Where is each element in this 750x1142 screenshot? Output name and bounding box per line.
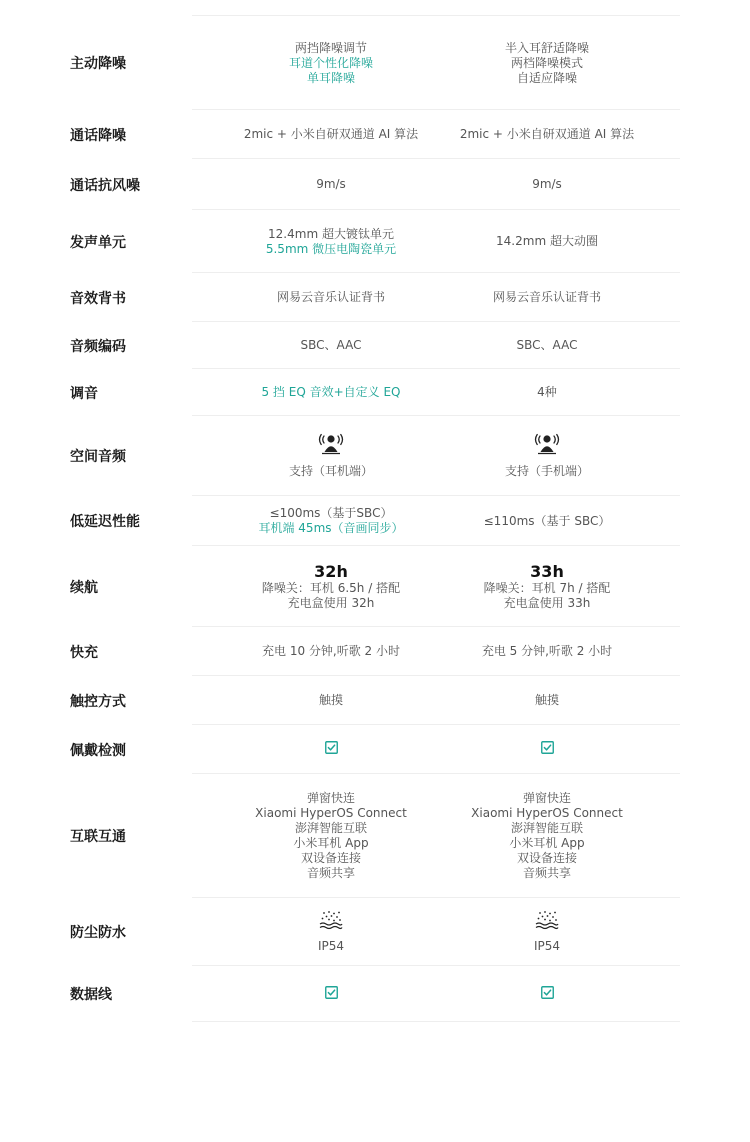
cell-text: 4种 <box>537 385 557 399</box>
table-row <box>0 416 750 496</box>
cell-text: 音频共享 <box>522 866 571 880</box>
row-divider <box>192 1021 680 1022</box>
row-label: 通话降噪 <box>70 127 126 144</box>
cell-text: 5 挡 EQ 音效+自定义 EQ <box>261 385 401 399</box>
cell-text: 5.5mm 微压电陶瓷单元 <box>265 241 397 256</box>
row-label: 续航 <box>70 579 98 596</box>
product-1-cell <box>211 369 451 416</box>
table-row <box>0 676 750 725</box>
row-label: 低延迟性能 <box>70 514 140 530</box>
table-row <box>0 546 750 627</box>
cell-text: 两档降噪模式 <box>510 55 583 70</box>
product-2-cell <box>427 725 667 774</box>
cell-text: 充电盒使用 32h <box>287 596 375 610</box>
cell-text: 澎湃智能互联 <box>510 821 583 835</box>
table-row <box>0 159 750 210</box>
cell-text: 小米耳机 App <box>509 836 585 850</box>
product-1-cell <box>211 966 451 1022</box>
checkmark-icon <box>541 986 554 1003</box>
product-1-cell <box>211 725 451 774</box>
table-row <box>0 369 750 416</box>
product-1-cell <box>211 496 451 546</box>
cell-text: 支持（耳机端） <box>288 464 373 478</box>
cell-text: 单耳降噪 <box>306 70 355 85</box>
product-2-cell <box>427 322 667 369</box>
product-2-cell <box>427 159 667 210</box>
table-row <box>0 774 750 898</box>
table-row <box>0 273 750 322</box>
cell-text: 2mic + 小米自研双通道 AI 算法 <box>243 127 419 141</box>
product-1-cell <box>211 210 451 273</box>
row-label: 互联互通 <box>70 829 126 845</box>
product-2-cell <box>427 966 667 1022</box>
cell-text: 双设备连接 <box>300 851 361 865</box>
product-1-cell <box>211 627 451 676</box>
cell-text: 音频共享 <box>306 866 355 880</box>
battery-hours: 32h <box>314 562 348 581</box>
row-label: 数据线 <box>70 987 112 1003</box>
cell-text: 触摸 <box>534 693 559 707</box>
product-1-cell <box>211 110 451 159</box>
row-label: 音效背书 <box>70 290 126 307</box>
cell-text: 两挡降噪调节 <box>294 40 367 55</box>
product-1-cell <box>211 159 451 210</box>
cell-text: Xiaomi HyperOS Connect <box>471 806 623 820</box>
table-row <box>0 322 750 369</box>
product-2-cell <box>427 416 667 496</box>
product-2-cell <box>427 774 667 898</box>
table-row <box>0 110 750 159</box>
product-2-cell <box>427 676 667 725</box>
cell-text: Xiaomi HyperOS Connect <box>255 806 407 820</box>
cell-text: 降噪关：耳机 7h / 搭配 <box>483 581 611 595</box>
table-row <box>0 966 750 1022</box>
product-2-cell <box>427 273 667 322</box>
cell-text: 充电 5 分钟,听歌 2 小时 <box>481 644 613 658</box>
row-label: 空间音频 <box>70 449 126 465</box>
row-label: 发声单元 <box>70 234 126 251</box>
cell-text: 澎湃智能互联 <box>294 821 367 835</box>
cell-text: 网易云音乐认证背书 <box>276 290 385 304</box>
dust-water-icon <box>318 910 344 934</box>
row-label: 快充 <box>70 644 98 661</box>
product-2-cell <box>427 898 667 966</box>
cell-text: 充电盒使用 33h <box>503 596 591 610</box>
cell-text: 充电 10 分钟,听歌 2 小时 <box>262 644 400 658</box>
dust-water-icon <box>534 910 560 934</box>
product-2-cell <box>427 110 667 159</box>
product-2-cell <box>427 627 667 676</box>
cell-text: 半入耳舒适降噪 <box>504 40 589 55</box>
checkmark-icon <box>325 986 338 1003</box>
row-label: 主动降噪 <box>70 56 126 72</box>
table-row <box>0 627 750 676</box>
cell-text: 耳道个性化降噪 <box>288 55 373 70</box>
row-label: 调音 <box>70 385 98 402</box>
product-2-cell <box>427 546 667 627</box>
cell-text: 支持（手机端） <box>504 464 589 478</box>
cell-text: 弹窗快连 <box>522 791 571 805</box>
cell-text: ≤100ms（基于SBC） <box>269 506 393 520</box>
checkmark-icon <box>541 741 554 758</box>
cell-text: 耳机端 45ms（音画同步） <box>258 521 404 535</box>
table-row <box>0 16 750 110</box>
cell-text: 双设备连接 <box>516 851 577 865</box>
cell-text: ≤110ms（基于 SBC） <box>483 513 611 528</box>
product-1-cell <box>211 16 451 110</box>
cell-text: SBC、AAC <box>300 338 362 352</box>
row-label: 防尘防水 <box>70 925 126 941</box>
cell-text: 自适应降噪 <box>516 70 577 85</box>
row-label: 通话抗风噪 <box>70 177 140 194</box>
cell-text: 触摸 <box>318 693 343 707</box>
cell-text: 14.2mm 超大动圈 <box>496 234 598 248</box>
row-label: 佩戴检测 <box>70 742 126 759</box>
product-1-cell <box>211 273 451 322</box>
cell-text: 弹窗快连 <box>306 791 355 805</box>
checkmark-icon <box>325 741 338 758</box>
product-2-cell <box>427 369 667 416</box>
cell-text: 小米耳机 App <box>293 836 369 850</box>
product-1-cell <box>211 416 451 496</box>
product-1-cell <box>211 898 451 966</box>
battery-hours: 33h <box>530 562 564 581</box>
spatial-audio-icon <box>534 433 560 459</box>
row-label: 音频编码 <box>70 338 126 355</box>
table-row <box>0 725 750 774</box>
cell-text: IP54 <box>533 939 561 953</box>
product-1-cell <box>211 676 451 725</box>
cell-text: 9m/s <box>532 177 562 191</box>
cell-text: 网易云音乐认证背书 <box>492 290 601 304</box>
spatial-audio-icon <box>318 433 344 459</box>
product-1-cell <box>211 546 451 627</box>
cell-text: IP54 <box>317 939 345 953</box>
product-2-cell <box>427 496 667 546</box>
cell-text: 9m/s <box>316 177 346 191</box>
cell-text: 12.4mm 超大镀钛单元 <box>268 226 394 241</box>
table-row <box>0 210 750 273</box>
cell-text: 降噪关：耳机 6.5h / 搭配 <box>261 581 401 595</box>
product-2-cell <box>427 210 667 273</box>
product-2-cell <box>427 16 667 110</box>
product-1-cell <box>211 322 451 369</box>
table-row <box>0 898 750 966</box>
cell-text: SBC、AAC <box>516 338 578 352</box>
row-label: 触控方式 <box>70 693 126 710</box>
product-1-cell <box>211 774 451 898</box>
table-row <box>0 496 750 546</box>
cell-text: 2mic + 小米自研双通道 AI 算法 <box>459 127 635 141</box>
